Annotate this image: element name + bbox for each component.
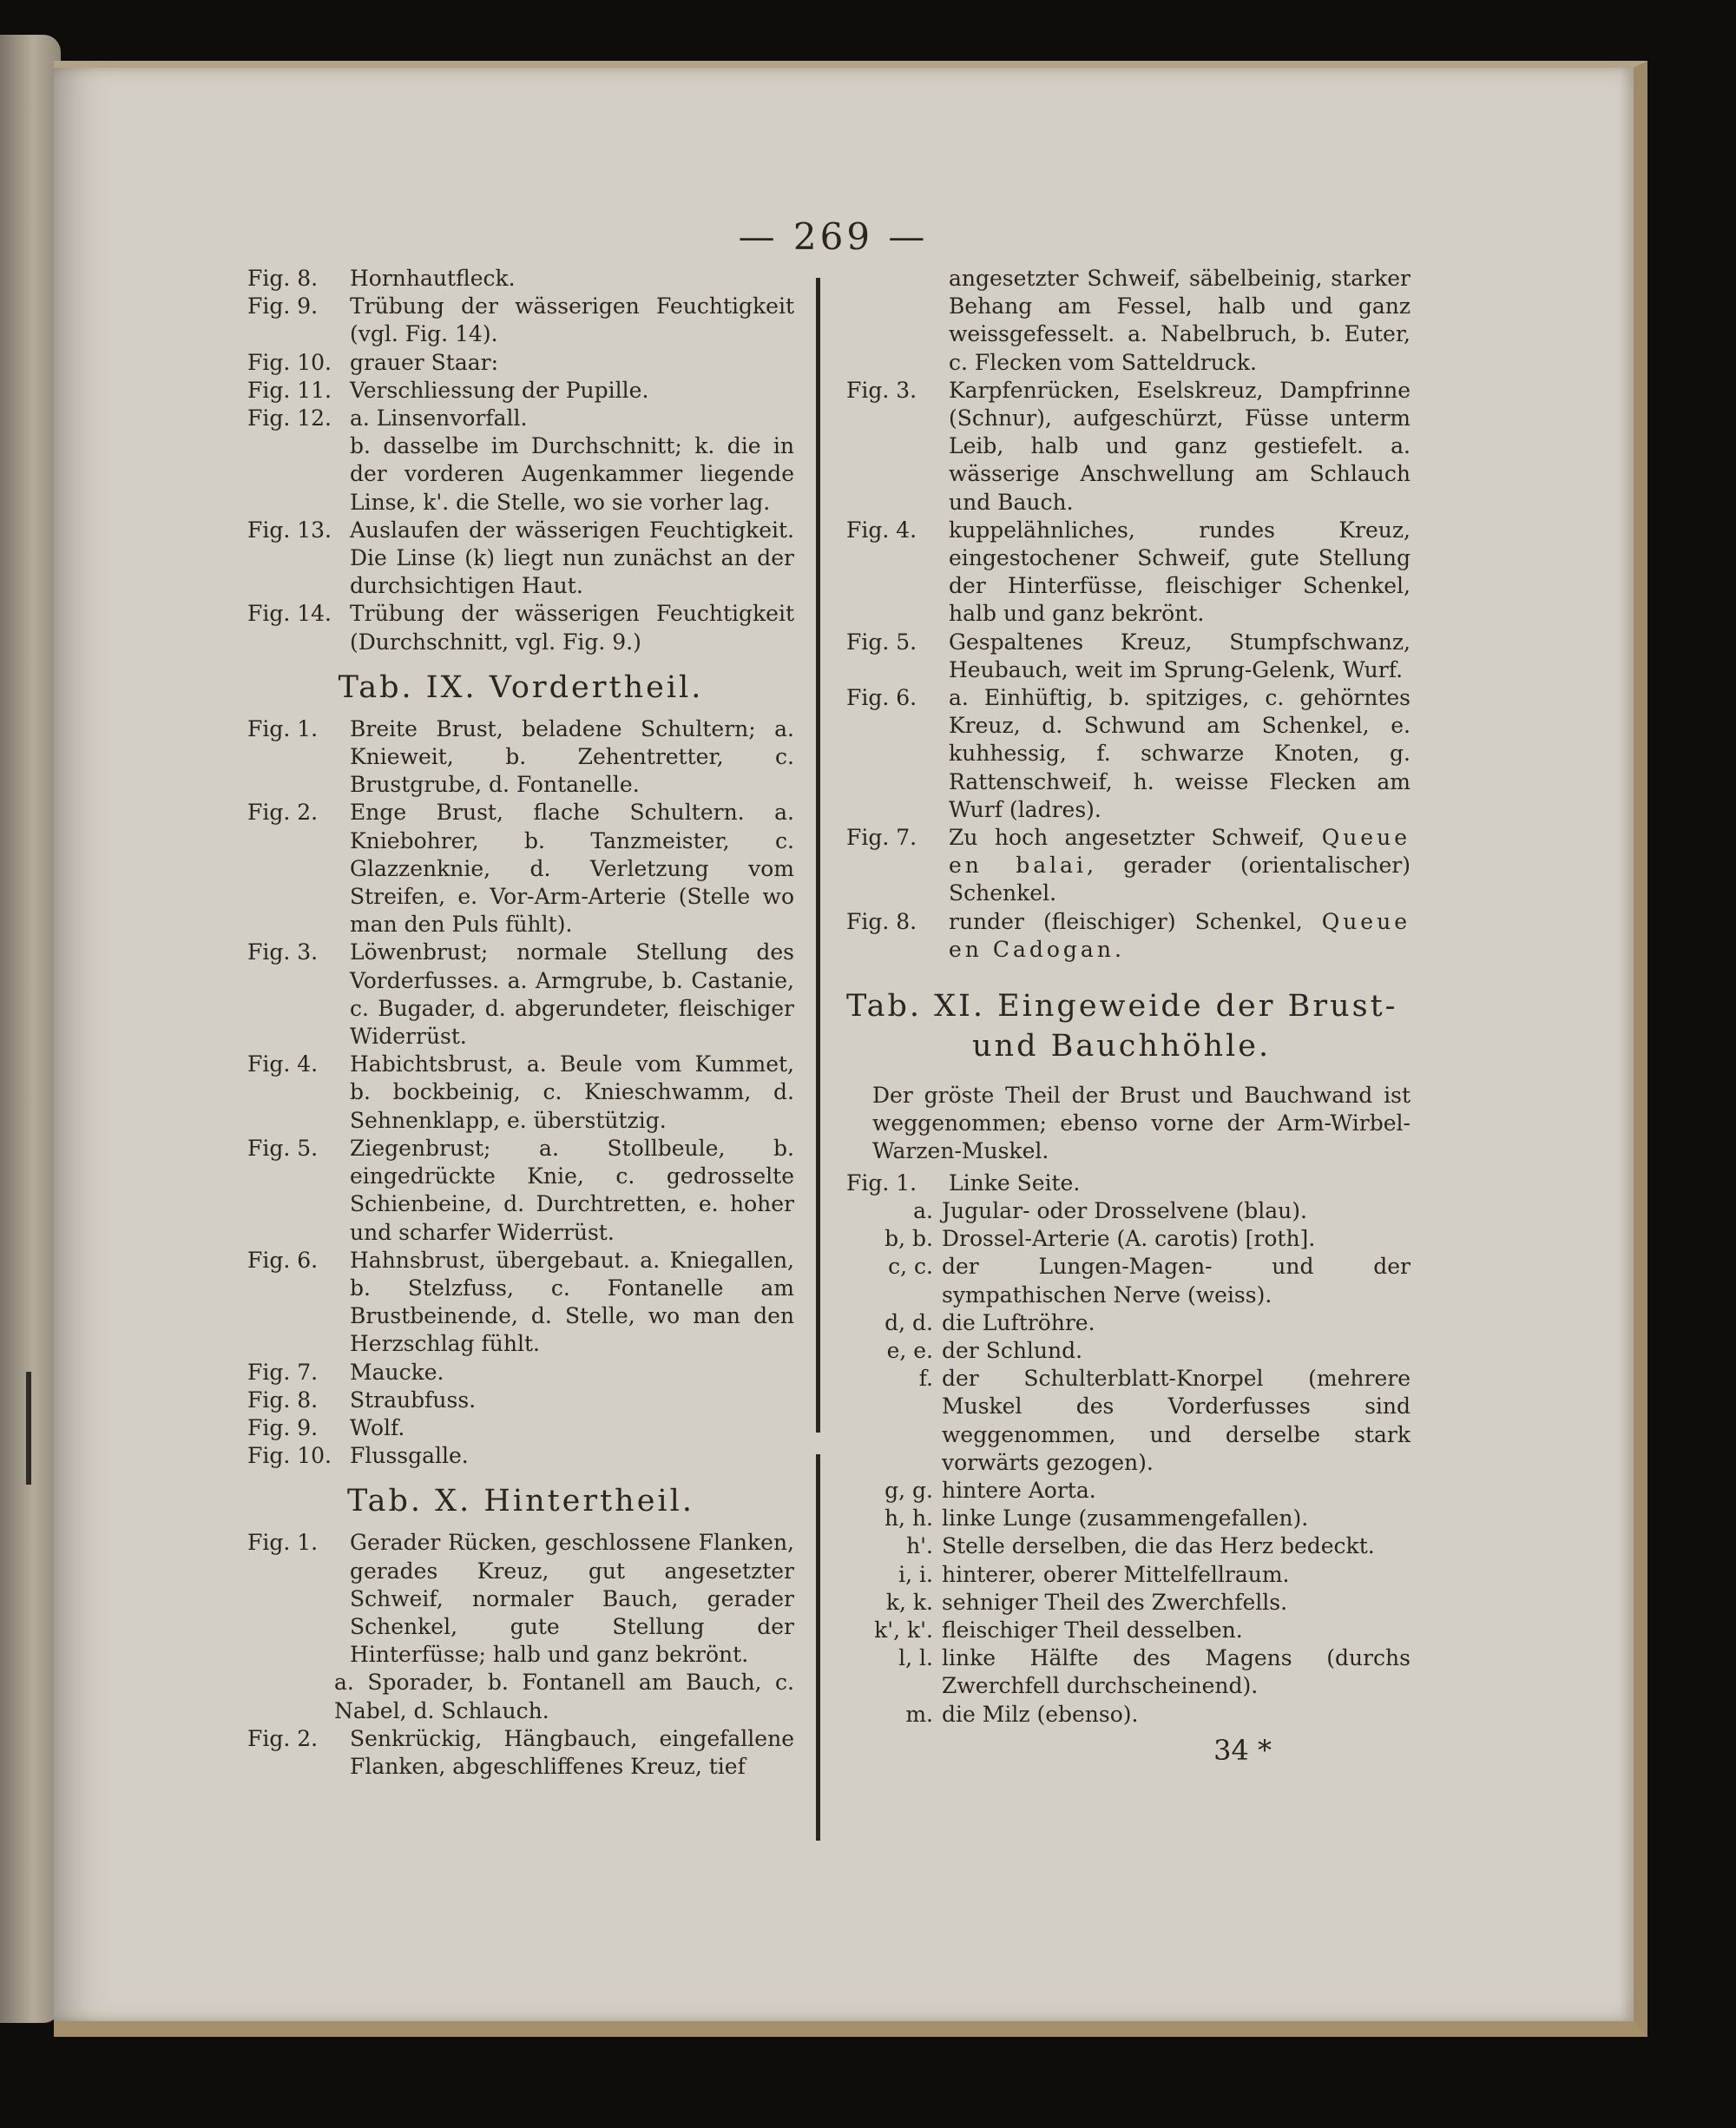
sub-entry bbox=[846, 1644, 1410, 1700]
sub-entry bbox=[846, 1477, 1410, 1505]
figure-entry bbox=[247, 1387, 794, 1414]
sub-label: b, b. bbox=[884, 1226, 933, 1252]
sub-label: g, g. bbox=[884, 1477, 933, 1503]
entry-text: a. Einhüftig, b. spitziges, c. gehörntes Kreuz, d. Schwund am Schenkel, e. kuhhessig, f. schwarze Knoten, g. Rattenschweif, h. weisse Flecken am Wurf (ladres). bbox=[949, 685, 1410, 822]
section-heading-tab-x: Tab. X. Hintertheil. bbox=[347, 1484, 694, 1519]
entry-text: Flussgalle. bbox=[350, 1443, 469, 1469]
fig-label: Fig. 5. bbox=[247, 1135, 319, 1161]
entry-text-part: . bbox=[1114, 936, 1121, 962]
entry-text bbox=[949, 908, 1410, 964]
sub-label: a. bbox=[913, 1197, 933, 1223]
sub-label: k', k'. bbox=[874, 1617, 933, 1643]
entries-tab-ix bbox=[247, 715, 794, 1470]
fig-label bbox=[247, 432, 350, 517]
entry-text: hinterer, oberer Mittelfellraum. bbox=[942, 1561, 1290, 1587]
entry-text: Auslaufen der wässerigen Feuchtigkeit. Die Linse (k) liegt nun zunächst an der durchsichtigen Haut. bbox=[350, 517, 794, 599]
continued-text: angesetzter Schweif, säbelbeinig, starker Behang am Fessel, halb und ganz weissgefesselt. a. Nabelbruch, b. Euter, c. Flecken vom Satteldruck. bbox=[949, 266, 1410, 375]
figure-entry bbox=[247, 1247, 794, 1359]
figure-entry bbox=[846, 684, 1410, 824]
entry-text: Trübung der wässerigen Feuchtigkeit (vgl. Fig. 14). bbox=[350, 293, 794, 347]
fig-label: Fig. 1. bbox=[247, 715, 319, 741]
entry-text: der Schulterblatt-Knorpel (mehrere Muskel des Vorderfusses sind weggenommen, und derselbe stark vorwärts gezogen). bbox=[942, 1366, 1410, 1475]
facing-page-edge bbox=[0, 35, 61, 2023]
sub-label: h'. bbox=[906, 1533, 933, 1559]
figure-entry bbox=[846, 824, 1410, 908]
entry-text: Wolf. bbox=[350, 1414, 405, 1440]
figure-entry bbox=[247, 939, 794, 1051]
sub-entry-list bbox=[846, 1197, 1410, 1729]
entry-text: Karpfenrücken, Eselskreuz, Dampfrinne (Schnur), aufgeschürzt, Füsse unterm Leib, halb und ganz gestiefelt. a. wässerige Anschwellung am Schlauch und Bauch. bbox=[949, 377, 1410, 515]
entry-text: Senkrückig, Hängbauch, eingefallene Flanken, abgeschliffenes Kreuz, tief bbox=[350, 1725, 794, 1779]
entry-text: Gespaltenes Kreuz, Stumpfschwanz, Heubauch, weit im Sprung-Gelenk, Wurf. bbox=[949, 629, 1410, 682]
entry-text: Breite Brust, beladene Schultern; a. Knieweit, b. Zehentretter, c. Brustgrube, d. Fontanelle. bbox=[350, 715, 794, 798]
fig-label: Fig. 8. bbox=[846, 908, 917, 934]
sub-entry bbox=[846, 1197, 1410, 1225]
heading-line: und Bauchhöhle. bbox=[972, 1029, 1272, 1064]
entry-text: Straubfuss. bbox=[350, 1387, 477, 1413]
entry-text: Enge Brust, flache Schultern. a. Kniebohrer, b. Tanzmeister, c. Glazzenknie, d. Verletzung vom Streifen, e. Vor-Arm-Arterie (Stelle wo man den Puls fühlt). bbox=[350, 800, 794, 938]
entries-top bbox=[247, 265, 794, 656]
fig-label: Fig. 14. bbox=[247, 601, 332, 627]
figure-entry bbox=[247, 1529, 794, 1669]
figure-entry bbox=[247, 432, 794, 517]
sub-entry bbox=[846, 1589, 1410, 1617]
fig-label: Fig. 4. bbox=[846, 517, 917, 543]
fig-label: Fig. 12. bbox=[247, 405, 332, 432]
fig-label: Fig. 7. bbox=[846, 825, 917, 851]
entry-text: a. Linsenvorfall. bbox=[350, 405, 528, 432]
entry-text: sehniger Theil des Zwerchfells. bbox=[942, 1589, 1288, 1615]
entry-text: hintere Aorta. bbox=[942, 1477, 1096, 1503]
fig-label: Fig. 13. bbox=[247, 517, 332, 543]
figure-entry bbox=[247, 293, 794, 348]
page-edge-mark bbox=[26, 1424, 43, 1485]
entry-text-part: runder (fleischiger) Schenkel, bbox=[949, 908, 1322, 934]
sub-entry bbox=[846, 1337, 1410, 1365]
entry-text: der Schlund. bbox=[942, 1337, 1083, 1363]
fig-label: Fig. 1. bbox=[247, 1530, 319, 1556]
fig-label: Fig. 11. bbox=[247, 377, 332, 403]
fig-label: Fig. 9. bbox=[247, 1414, 319, 1440]
sub-entry bbox=[846, 1253, 1410, 1308]
column-divider bbox=[816, 1454, 820, 1841]
figure-entry bbox=[247, 715, 794, 800]
fig-label: Fig. 7. bbox=[247, 1359, 319, 1385]
spaced-term: Queue en Cadogan bbox=[949, 908, 1410, 962]
fig-label: Fig. 10. bbox=[247, 1443, 332, 1469]
entry-text: b. dasselbe im Durchschnitt; k. die in der vorderen Augenkammer liegende Linse, k'. die Stelle, wo sie vorher lag. bbox=[350, 433, 794, 515]
sub-entry bbox=[846, 1505, 1410, 1532]
entry-text: Linke Seite. bbox=[949, 1169, 1081, 1196]
entry-continuation: a. Sporader, b. Fontanell am Bauch, c. Nabel, d. Schlauch. bbox=[334, 1670, 794, 1723]
fig-label: Fig. 8. bbox=[247, 1387, 319, 1413]
entry-text: Löwenbrust; normale Stellung des Vorderfusses. a. Armgrube, b. Castanie, c. Bugader, d. abgerundeter, fleischiger Widerrüst. bbox=[350, 939, 794, 1050]
figure-entry bbox=[846, 908, 1410, 964]
figure-entry bbox=[247, 799, 794, 939]
entry-text: die Milz (ebenso). bbox=[942, 1701, 1139, 1727]
entry-text: Gerader Rücken, geschlossene Flanken, gerades Kreuz, gut angesetzter Schweif, normaler Bauch, gerader Schenkel, gute Stellung der Hinterfüsse; halb und ganz bekrönt. bbox=[350, 1530, 794, 1668]
sub-label: l, l. bbox=[898, 1645, 933, 1671]
section-intro: Der gröste Theil der Brust und Bauchwand ist weggenommen; ebenso vorne der Arm-Wirbel-Warzen-Muskel. bbox=[872, 1083, 1410, 1164]
section-heading-tab-xi bbox=[846, 986, 1410, 1066]
figure-entry bbox=[846, 517, 1410, 629]
fig-label: Fig. 10. bbox=[247, 349, 332, 375]
fig-label: Fig. 5. bbox=[846, 629, 917, 655]
sub-entry bbox=[846, 1309, 1410, 1337]
entry-text: der Lungen-Magen- und der sympathischen Nerve (weiss). bbox=[942, 1254, 1410, 1308]
entry-text bbox=[949, 824, 1410, 908]
figure-entry bbox=[846, 377, 1410, 517]
sub-entry bbox=[846, 1561, 1410, 1589]
fig-label: Fig. 2. bbox=[247, 1725, 319, 1751]
figure-entry bbox=[247, 1135, 794, 1247]
fig-label: Fig. 3. bbox=[846, 377, 917, 403]
sub-label: f. bbox=[918, 1366, 933, 1392]
sub-entry bbox=[846, 1617, 1410, 1644]
entry-text: kuppelähnliches, rundes Kreuz, eingestochener Schweif, gute Stellung der Hinterfüsse, fleischiger Schenkel, halb und ganz bekrönt. bbox=[949, 517, 1410, 627]
left-column bbox=[247, 265, 794, 1781]
entry-text: grauer Staar: bbox=[350, 349, 499, 375]
sub-label: k, k. bbox=[885, 1589, 933, 1615]
entry-text: linke Lunge (zusammengefallen). bbox=[942, 1505, 1309, 1532]
entry-text: Maucke. bbox=[350, 1359, 444, 1385]
figure-entry bbox=[247, 517, 794, 601]
entry-text-part: Zu hoch angesetzter Schweif, bbox=[949, 825, 1322, 851]
entry-text: die Luftröhre. bbox=[942, 1309, 1095, 1335]
fig-label: Fig. 4. bbox=[247, 1051, 319, 1077]
heading-line: Tab. XI. Eingeweide der Brust- bbox=[846, 989, 1398, 1024]
fig-label: Fig. 6. bbox=[247, 1247, 319, 1273]
figure-entry bbox=[846, 1169, 1410, 1197]
sub-label: c, c. bbox=[888, 1254, 933, 1280]
spaced-term: Queue en balai bbox=[949, 825, 1410, 879]
entry-text: Hahnsbrust, übergebaut. a. Kniegallen, b. Stelzfuss, c. Fontanelle am Brustbeinende, d. Stelle, wo man den Herzschlag fühlt. bbox=[350, 1247, 794, 1357]
figure-entry bbox=[247, 1359, 794, 1387]
figure-entry bbox=[247, 405, 794, 432]
figure-entry bbox=[247, 377, 794, 405]
entry-text: Drossel-Arterie (A. carotis) [roth]. bbox=[942, 1226, 1316, 1252]
sub-label: e, e. bbox=[886, 1337, 933, 1363]
sub-label: i, i. bbox=[898, 1561, 933, 1587]
figure-entry bbox=[846, 629, 1410, 684]
sub-entry bbox=[846, 1532, 1410, 1560]
entry-text: Hornhautfleck. bbox=[350, 266, 516, 291]
entry-text: Verschliessung der Pupille. bbox=[350, 377, 649, 403]
figure-entry bbox=[247, 1442, 794, 1470]
figure-entry bbox=[247, 1414, 794, 1442]
sub-label: h, h. bbox=[884, 1505, 933, 1532]
sub-label: m. bbox=[905, 1701, 933, 1727]
right-column bbox=[846, 265, 1410, 1767]
fig-label: Fig. 1. bbox=[846, 1169, 917, 1196]
entry-text: Habichtsbrust, a. Beule vom Kummet, b. bockbeinig, c. Knieschwamm, d. Sehnenklapp, e. überstützig. bbox=[350, 1051, 794, 1133]
figure-entry bbox=[247, 349, 794, 377]
sub-label: d, d. bbox=[884, 1309, 933, 1335]
fig-label: Fig. 8. bbox=[247, 266, 319, 291]
entry-text-part: , gerader (orientalischer) Schenkel. bbox=[949, 853, 1410, 906]
fig-label: Fig. 6. bbox=[846, 685, 917, 711]
entry-text: Jugular- oder Drosselvene (blau). bbox=[942, 1197, 1307, 1223]
column-divider bbox=[816, 278, 820, 1433]
figure-entry bbox=[247, 600, 794, 656]
sub-entry bbox=[846, 1365, 1410, 1477]
figure-entry bbox=[247, 265, 794, 293]
entry-text: linke Hälfte des Magens (durchs Zwerchfell durchscheinend). bbox=[942, 1645, 1410, 1699]
fig-label: Fig. 2. bbox=[247, 800, 319, 826]
section-heading-tab-ix: Tab. IX. Vordertheil. bbox=[338, 669, 704, 705]
sub-entry bbox=[846, 1701, 1410, 1729]
figure-entry bbox=[247, 1051, 794, 1135]
printer-signature: 34 * bbox=[1213, 1733, 1272, 1767]
figure-entry bbox=[247, 1725, 794, 1781]
sub-entry bbox=[846, 1225, 1410, 1253]
page-number: — 269 — bbox=[738, 215, 929, 258]
entry-text: Ziegenbrust; a. Stollbeule, b. eingedrückte Knie, c. gedrosselte Schienbeine, d. Durchtretten, e. hoher und scharfer Widerrüst. bbox=[350, 1135, 794, 1245]
fig-label: Fig. 3. bbox=[247, 939, 319, 965]
entry-text: Trübung der wässerigen Feuchtigkeit (Durchschnitt, vgl. Fig. 9.) bbox=[350, 601, 794, 655]
fig-label: Fig. 9. bbox=[247, 293, 319, 320]
entry-text: fleischiger Theil desselben. bbox=[942, 1617, 1243, 1643]
entry-text: Stelle derselben, die das Herz bedeckt. bbox=[942, 1533, 1375, 1559]
